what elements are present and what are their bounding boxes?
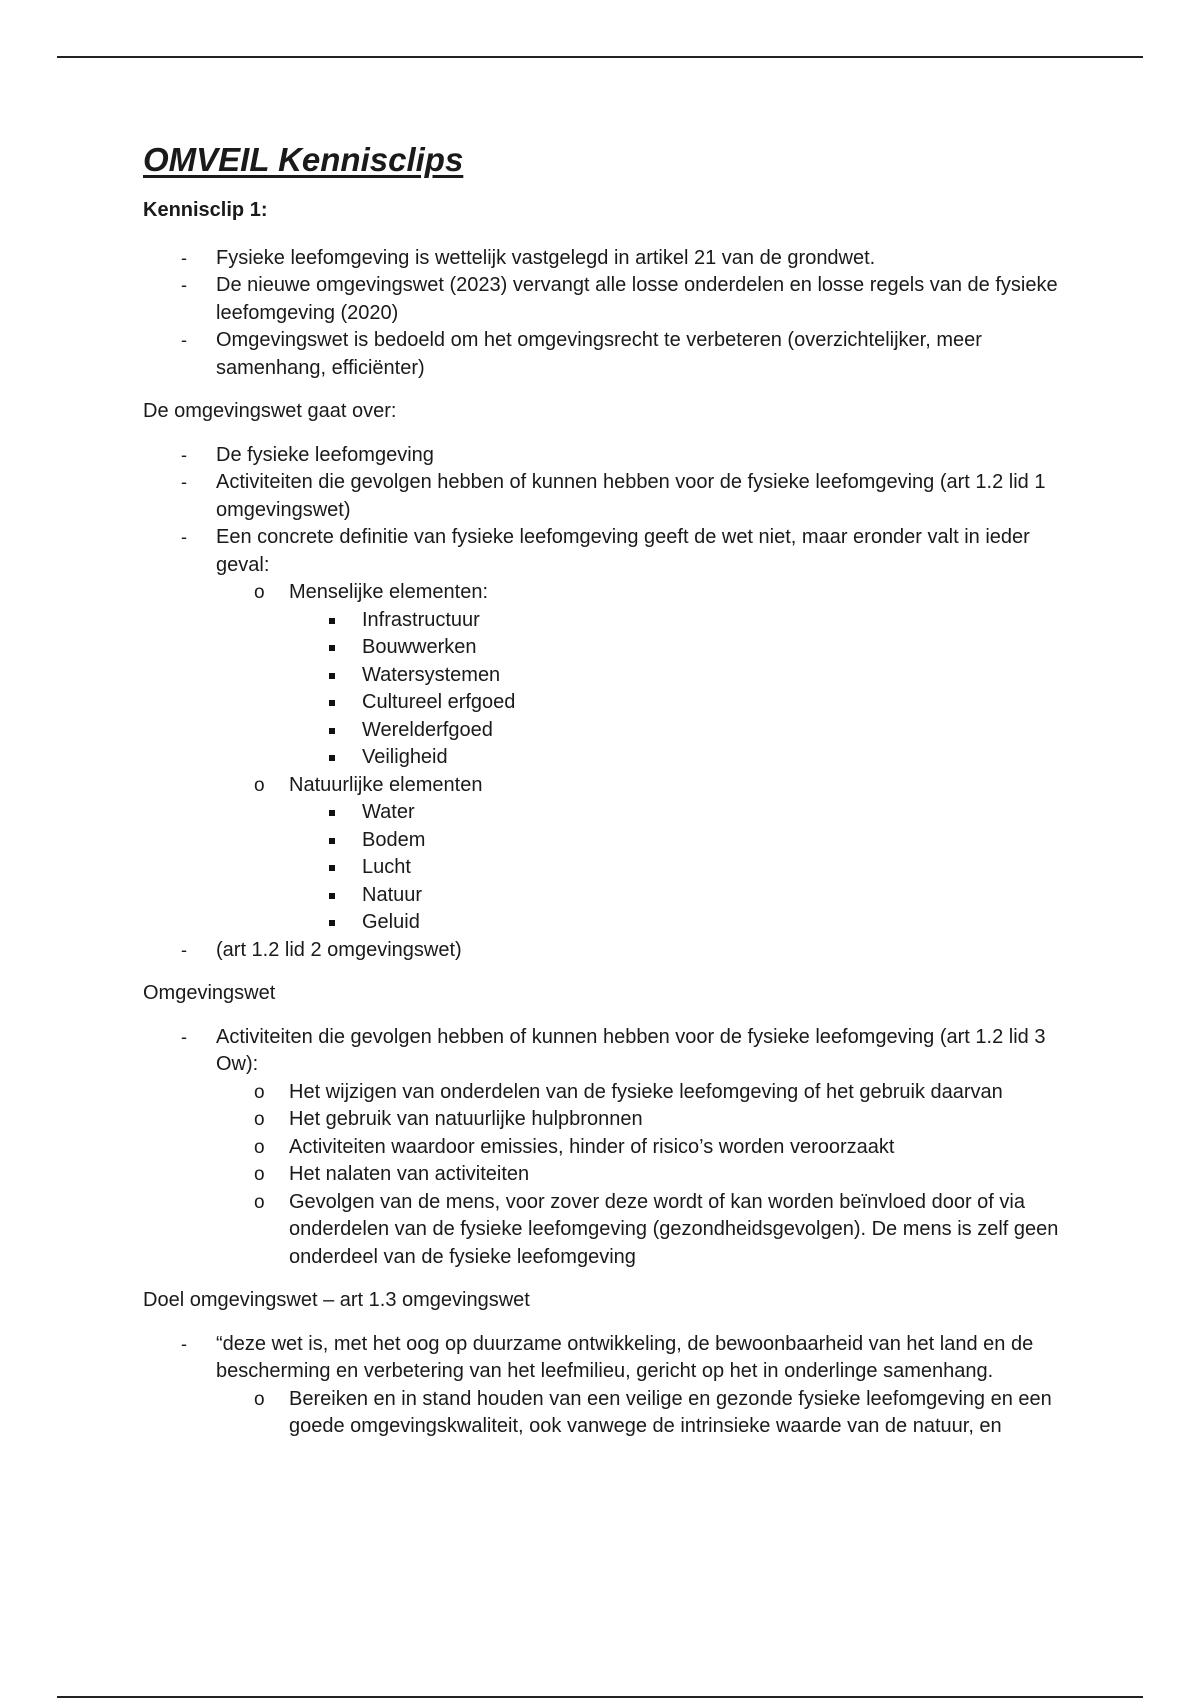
circle-bullet: o <box>254 1081 265 1103</box>
square-bullet-icon <box>329 673 335 679</box>
list-item: o Gevolgen van de mens, voor zover deze wordt of kan worden beïnvloed door of via onderdelen van de fysieke leefomgeving (gezondheidsgevolgen). De mens is zelf geen onderdeel van de fysieke leefomgeving <box>254 1190 1059 1268</box>
list-item: Watersystemen <box>289 662 1063 690</box>
list-item: o Het wijzigen van onderdelen van de fysieke leefomgeving of het gebruik daarvan <box>216 1079 1063 1107</box>
list-item: Cultureel erfgoed <box>289 689 1063 717</box>
doel-list <box>143 1331 1063 1441</box>
list-item: Water <box>289 799 1063 827</box>
over-list <box>143 442 1063 965</box>
list-item: - “deze wet is, met het oog op duurzame ontwikkeling, de bewoonbaarheid van het land en de bescherming en verbetering van het leefmilieu, gericht op het in onderlinge samenhang. o Bereiken en in stand houden van een veilige en gezonde fysieke leefomgeving en een goede omgevingskwaliteit, ook vanwege de intrinsieke waarde van de natuur, en <box>143 1331 1063 1441</box>
list-item: o Bereiken en in stand houden van een veilige en gezonde fysieke leefomgeving en een goede omgevingskwaliteit, ook vanwege de intrinsieke waarde van de natuur, en <box>254 1387 1052 1437</box>
sublist <box>216 1079 1063 1272</box>
square-bullet-icon <box>329 728 335 734</box>
circle-bullet: o <box>254 582 265 603</box>
circle-bullet: o <box>254 1136 265 1158</box>
sublist <box>216 1386 1063 1441</box>
square-bullet-icon <box>329 865 335 871</box>
section-heading-over: De omgevingswet gaat over: <box>143 400 397 422</box>
dash-bullet: - <box>181 1026 187 1047</box>
kennisclip-heading: Kennisclip 1: <box>143 199 268 221</box>
list-item: - Fysieke leefomgeving is wettelijk vastgelegd in artikel 21 van de grondwet. <box>143 245 1063 273</box>
section-heading-doel: Doel omgevingswet – art 1.3 omgevingswet <box>143 1289 530 1311</box>
list-item: Lucht <box>289 854 1063 882</box>
list-item: o Het gebruik van natuurlijke hulpbronnen <box>216 1106 1063 1134</box>
square-bullet-icon <box>329 645 335 651</box>
dash-bullet: - <box>181 275 187 295</box>
list-item: Bodem <box>289 827 1063 855</box>
square-bullet-icon <box>329 700 335 706</box>
square-bullet-icon <box>329 810 335 816</box>
list-item: o Menselijke elementen: Infrastructuur Bouwwerken Watersystemen Cultureel erfgoed Werelderfgoed Veiligheid <box>216 579 1063 772</box>
dash-bullet: - <box>181 527 187 547</box>
dash-bullet: - <box>181 330 187 350</box>
list-item: Natuur <box>289 882 1063 910</box>
footer-rule <box>57 1696 1143 1698</box>
dash-bullet: - <box>181 472 187 492</box>
sublist <box>216 579 1063 937</box>
list-item: o Activiteiten waardoor emissies, hinder of risico’s worden veroorzaakt <box>216 1134 1063 1162</box>
list-item: - Activiteiten die gevolgen hebben of kunnen hebben voor de fysieke leefomgeving (art 1.2 lid 3 Ow): o Het wijzigen van onderdelen van de fysieke leefomgeving of het gebruik daarvan o Het gebruik van natuurlijke hulpbronnen o Activiteiten waardoor emissies, hinder of risico’s worden veroorzaakt o Het nalaten van activiteiten o Gevolgen van de mens, voor zover deze wordt of kan worden beïnvloed door of via onderdelen van de fysieke leefomgeving (gezondheidsgevolgen). De mens is zelf geen onderdeel van de fysieke leefomgeving <box>143 1024 1063 1272</box>
list-item: - De fysieke leefomgeving <box>143 442 1063 470</box>
dash-bullet: - <box>181 444 187 465</box>
list-item: - Omgevingswet is bedoeld om het omgevingsrecht te verbeteren (overzichtelijker, meer samenhang, efficiënter) <box>181 329 982 379</box>
list-item: Bouwwerken <box>289 634 1063 662</box>
list-item: Infrastructuur <box>289 607 1063 635</box>
dash-bullet: - <box>181 939 187 960</box>
omgevingswet-list <box>143 1024 1063 1272</box>
section-heading-omgevingswet: Omgevingswet <box>143 982 276 1004</box>
intro-list <box>143 245 1063 383</box>
list-item: o Het nalaten van activiteiten <box>216 1161 1063 1189</box>
document-title: OMVEIL Kennisclips <box>143 141 464 178</box>
circle-bullet: o <box>254 1164 265 1185</box>
circle-bullet: o <box>254 774 265 796</box>
dash-bullet: - <box>181 1333 187 1354</box>
circle-bullet: o <box>254 1109 265 1130</box>
list-item: - (art 1.2 lid 2 omgevingswet) <box>143 937 1063 965</box>
list-item: - Een concrete definitie van fysieke leefomgeving geeft de wet niet, maar eronder valt in ieder geval: o Menselijke elementen: Infrastructuur Bouwwerken Watersystemen Cultureel erfgoed Werelderfgoed Veiligheid o Natuurlijke elementen Water Bodem Lucht Natuur Geluid <box>143 524 1063 937</box>
list-item: - Activiteiten die gevolgen hebben of kunnen hebben voor de fysieke leefomgeving (art 1.2 lid 1 omgevingswet) <box>181 471 1046 521</box>
square-bullet-icon <box>329 618 335 624</box>
dash-bullet: - <box>181 247 187 268</box>
square-bullet-icon <box>329 893 335 899</box>
natuurlijk-list <box>289 799 1063 937</box>
list-item: - De nieuwe omgevingswet (2023) vervangt alle losse onderdelen en losse regels van de fysieke leefomgeving (2020) <box>181 274 1058 324</box>
menselijk-list <box>289 607 1063 772</box>
header-rule <box>57 56 1143 58</box>
square-bullet-icon <box>329 838 335 844</box>
square-bullet-icon <box>329 755 335 761</box>
list-item: Geluid <box>289 909 1063 937</box>
list-item: Veiligheid <box>289 744 1063 772</box>
document-page <box>143 140 1063 1457</box>
square-bullet-icon <box>329 920 335 926</box>
list-item: Werelderfgoed <box>289 717 1063 745</box>
circle-bullet: o <box>254 1388 265 1410</box>
list-item: o Natuurlijke elementen Water Bodem Lucht Natuur Geluid <box>216 772 1063 937</box>
circle-bullet: o <box>254 1191 265 1213</box>
